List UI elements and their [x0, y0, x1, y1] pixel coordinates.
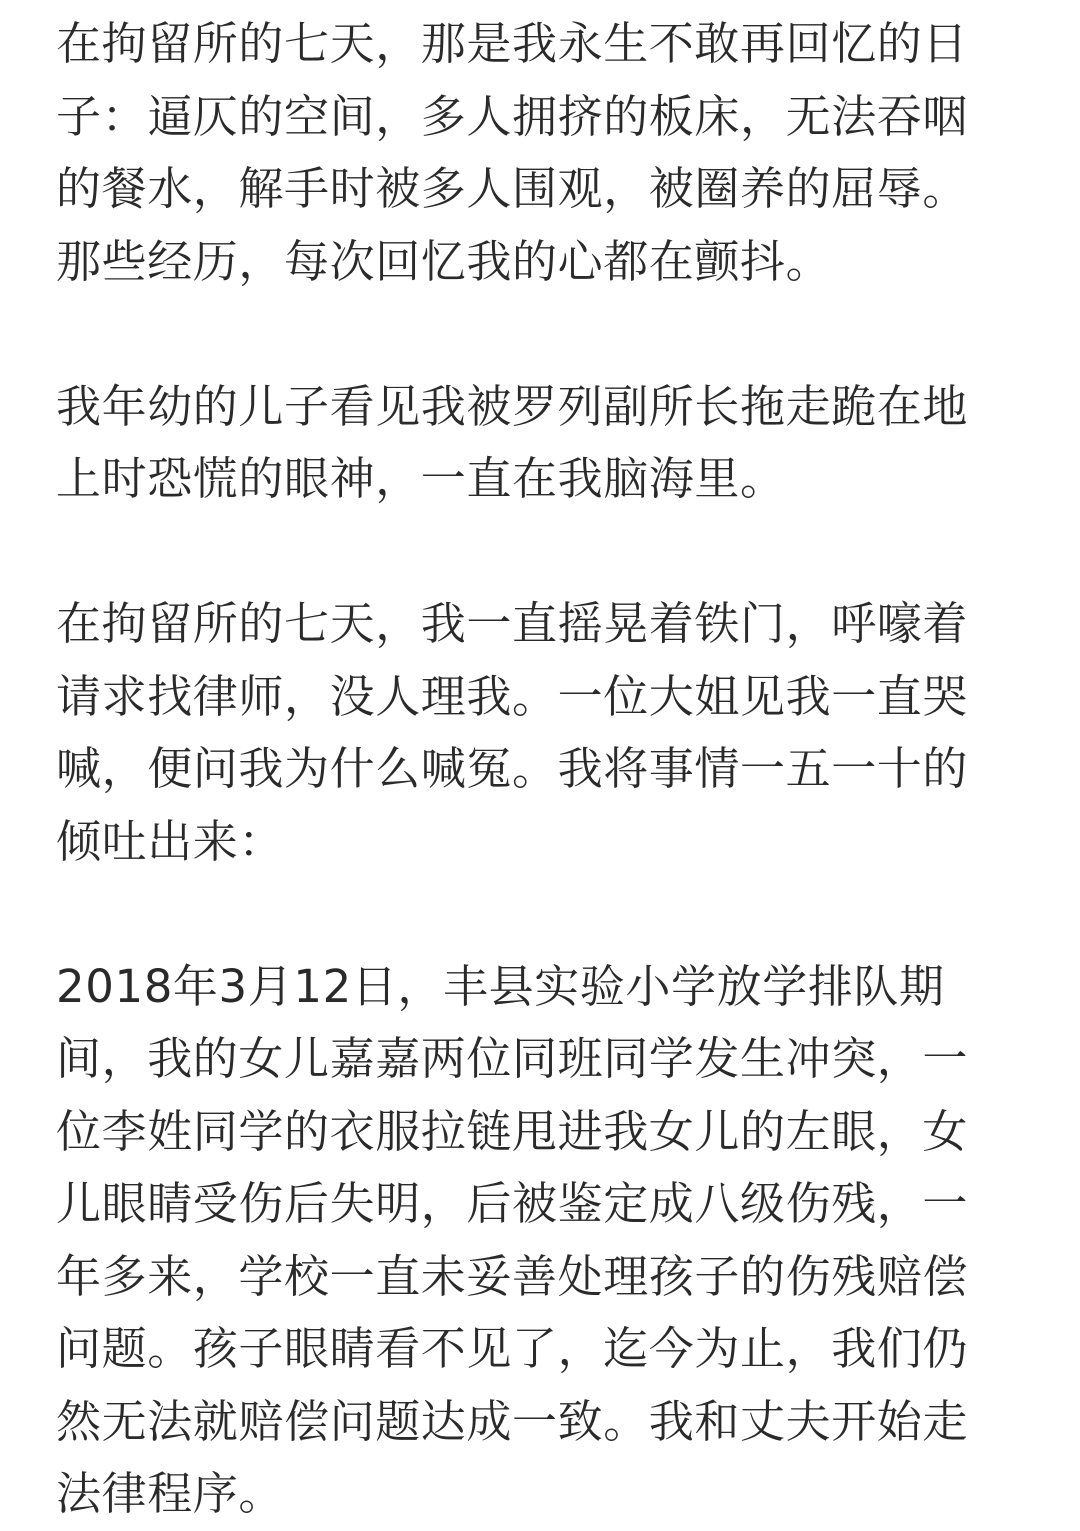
- text-line: 儿眼睛受伤后失明，后被鉴定成八级伤残，一: [56, 1177, 969, 1230]
- text-line: 请求找律师，没人理我。一位大姐见我一直哭: [56, 669, 969, 723]
- paragraph-gap: [56, 516, 1024, 589]
- text-line: 法律程序。: [56, 1467, 285, 1520]
- text-line: 2018年3月12日，丰县实验小学放学排队期: [56, 959, 945, 1013]
- paragraph-gap: [56, 878, 1024, 951]
- paragraph-gap: [56, 298, 1024, 371]
- paragraph-detention-memory: [56, 8, 1024, 298]
- text-line: 位李姓同学的衣服拉链甩进我女儿的左眼，女: [56, 1104, 969, 1158]
- text-line: 倾吐出来：: [56, 814, 285, 868]
- text-line: 的餐水，解手时被多人围观，被圈养的屈辱。: [56, 162, 969, 215]
- text-line: 然无法就赔偿问题达成一致。我和丈夫开始走: [56, 1394, 969, 1448]
- text-line: 年多来，学校一直未妥善处理孩子的伤残赔偿: [56, 1249, 969, 1303]
- text-line: 问题。孩子眼睛看不见了，迄今为止，我们仍: [56, 1322, 969, 1375]
- text-line: 我年幼的儿子看见我被罗列副所长拖走跪在地: [56, 379, 969, 433]
- text-line: 在拘留所的七天，那是我永生不敢再回忆的日: [56, 17, 969, 70]
- text-line: 在拘留所的七天，我一直摇晃着铁门，呼嚎着: [56, 597, 969, 650]
- paragraph-request-lawyer: [56, 588, 1024, 878]
- paragraph-son-memory: [56, 371, 1024, 516]
- text-line: 间，我的女儿嘉嘉两位同班同学发生冲突，一: [56, 1032, 969, 1085]
- paragraph-incident-account: [56, 951, 1024, 1531]
- text-line: 喊，便问我为什么喊冤。我将事情一五一十的: [56, 742, 969, 795]
- article-body: [56, 8, 1024, 1531]
- text-line: 子：逼仄的空间，多人拥挤的板床，无法吞咽: [56, 89, 969, 143]
- text-line: 那些经历，每次回忆我的心都在颤抖。: [56, 234, 832, 288]
- text-line: 上时恐慌的眼神，一直在我脑海里。: [56, 452, 786, 505]
